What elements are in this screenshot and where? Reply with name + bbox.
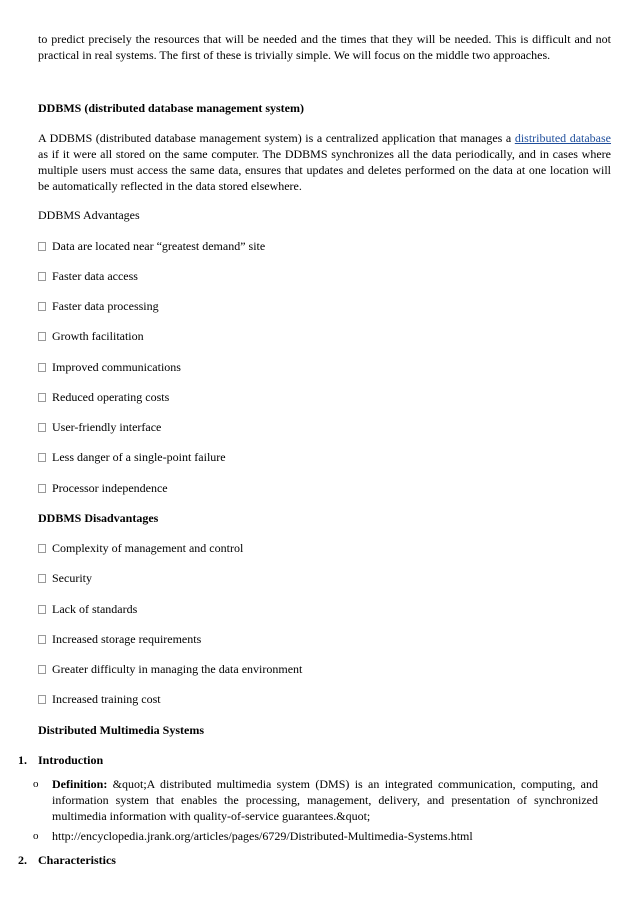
list-item-disadvantage <box>38 661 302 677</box>
list-item-advantage <box>38 359 181 375</box>
list-item-label: Improved communications <box>52 360 181 374</box>
bullet-box-icon <box>38 332 46 341</box>
list-item-disadvantage <box>38 540 243 556</box>
list-item-advantage <box>38 449 226 465</box>
bullet-box-icon <box>38 302 46 311</box>
bullet-box-icon <box>38 695 46 704</box>
bullet-box-icon <box>38 363 46 372</box>
bullet-box-icon <box>38 423 46 432</box>
bullet-box-icon <box>38 484 46 493</box>
list-item-label: Greater difficulty in managing the data environment <box>52 662 303 676</box>
intro-paragraph: to predict precisely the resources that will be needed and the times that they will be needed. This is difficult and not practical in real systems. The first of these is trivially simple. We will focus on the middle two approaches. <box>38 32 611 62</box>
list-item-label: Complexity of management and control <box>52 541 244 555</box>
section-number: 2. <box>18 853 27 867</box>
bullet-box-icon <box>38 393 46 402</box>
sub-bullet-icon: o <box>33 778 39 790</box>
bullet-box-icon <box>38 453 46 462</box>
list-item-disadvantage <box>38 691 161 707</box>
list-item-label: Processor independence <box>52 481 168 495</box>
list-item-label: Faster data processing <box>52 299 159 313</box>
advantages-heading: DDBMS Advantages <box>38 208 140 222</box>
definition-text: &quot;A distributed multimedia system (DMS) is an integrated communication, computing, and information system that enables the processing, management, delivery, and presentation of synchronized multimedia information with quality-of-service guarantees.&quot; <box>52 777 598 823</box>
list-item-disadvantage <box>38 570 92 586</box>
definition-label: Definition: <box>52 777 108 791</box>
dms-heading: Distributed Multimedia Systems <box>38 723 204 737</box>
section-title: Introduction <box>38 753 104 767</box>
list-item-advantage <box>38 389 169 405</box>
ddbms-heading: DDBMS (distributed database management system) <box>38 101 304 115</box>
list-item-disadvantage <box>38 601 137 617</box>
list-item-label: User-friendly interface <box>52 420 162 434</box>
list-item-advantage <box>38 298 159 314</box>
list-item-advantage <box>38 419 161 435</box>
bullet-box-icon <box>38 272 46 281</box>
list-item-label: Less danger of a single-point failure <box>52 450 226 464</box>
list-item-label: Data are located near “greatest demand” site <box>52 239 266 253</box>
bullet-box-icon <box>38 242 46 251</box>
definition-paragraph <box>52 776 598 824</box>
list-item-label: Increased training cost <box>52 692 161 706</box>
list-item-label: Reduced operating costs <box>52 390 170 404</box>
list-item-label: Lack of standards <box>52 602 138 616</box>
bullet-box-icon <box>38 605 46 614</box>
sub-bullet-icon: o <box>33 830 39 842</box>
ddbms-paragraph <box>38 130 611 194</box>
bullet-box-icon <box>38 574 46 583</box>
list-item-advantage <box>38 238 265 254</box>
source-url: http://encyclopedia.jrank.org/articles/pages/6729/Distributed-Multimedia-Systems.html <box>52 829 473 843</box>
list-item-label: Security <box>52 571 92 585</box>
list-item-advantage <box>38 480 168 496</box>
bullet-box-icon <box>38 544 46 553</box>
list-item-label: Faster data access <box>52 269 138 283</box>
list-item-disadvantage <box>38 631 201 647</box>
list-item-advantage <box>38 268 138 284</box>
list-item-advantage <box>38 328 144 344</box>
ddbms-paragraph-after: as if it were all stored on the same computer. The DDBMS synchronizes all the data periodically, and in cases where multiple users must access the same data, ensures that updates and deletes performed on the data at one location will be automatically reflected in the data stored elsewhere. <box>38 147 611 193</box>
distributed-database-link[interactable]: distributed database <box>514 131 612 145</box>
bullet-box-icon <box>38 665 46 674</box>
disadvantages-heading: DDBMS Disadvantages <box>38 511 159 525</box>
bullet-box-icon <box>38 635 46 644</box>
section-title: Characteristics <box>38 853 116 867</box>
ddbms-paragraph-before: A DDBMS (distributed database management system) is a centralized application that manages a <box>38 131 515 145</box>
list-item-label: Growth facilitation <box>52 329 144 343</box>
list-item-label: Increased storage requirements <box>52 632 202 646</box>
section-number: 1. <box>18 753 27 767</box>
